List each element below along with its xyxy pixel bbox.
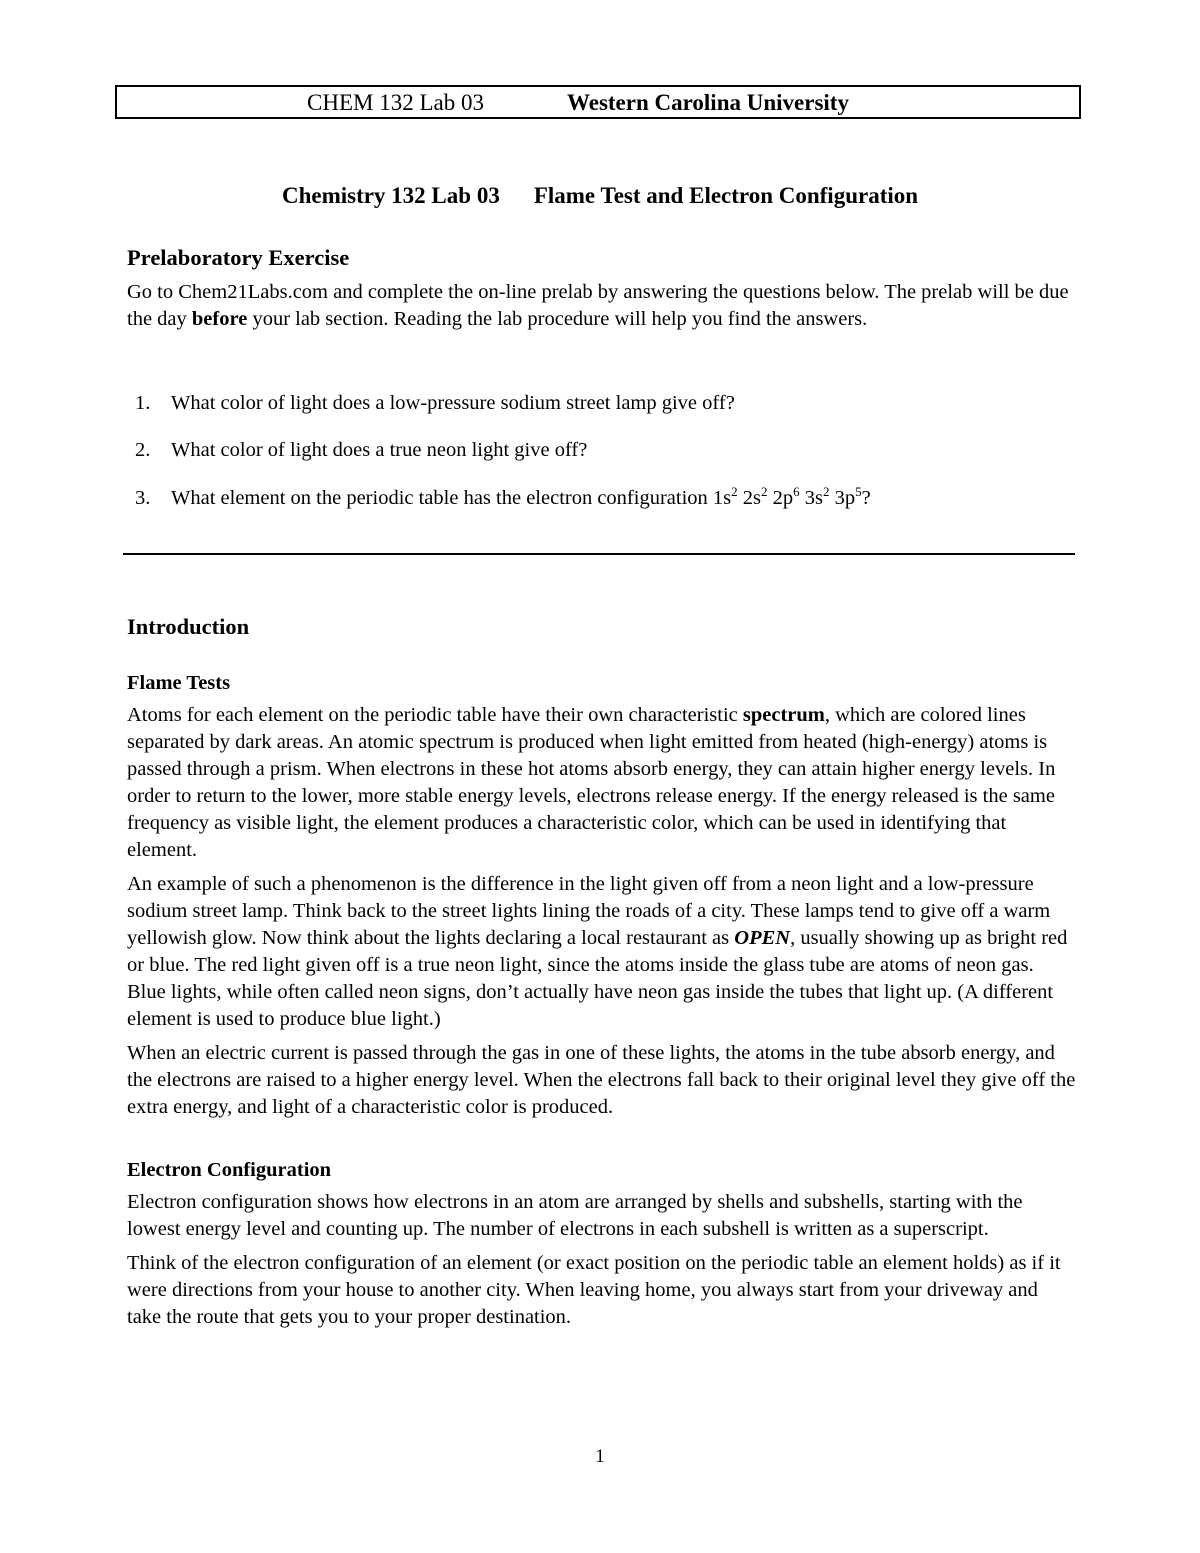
question-1: 1. What color of light does a low-pressure sodium street lamp give off?: [135, 392, 735, 414]
introduction-heading: Introduction: [127, 614, 250, 639]
flame-tests-heading: Flame Tests: [127, 672, 231, 694]
introduction-section: [127, 613, 1077, 1331]
header-university: Western Carolina University: [567, 90, 849, 115]
flame-paragraph-3: When an electric current is passed through the gas in one of these lights, the atoms in the tube absorb energy, and the electrons are raised to a higher energy level. When the electrons fall back to their original level they give off the extra energy, and light of a characteristic color is produced.: [127, 1042, 1076, 1118]
header-box: [115, 85, 1081, 119]
page-number: 1: [595, 1446, 605, 1467]
question-2: 2. What color of light does a true neon light give off?: [135, 439, 588, 461]
section-divider: [123, 553, 1075, 555]
document-title: [0, 183, 1200, 209]
electron-paragraph-1: Electron configuration shows how electrons in an atom are arranged by shells and subshells, starting with the lowest energy level and counting up. The number of electrons in each subshell is written as a superscript.: [127, 1191, 1023, 1240]
electron-paragraph-2: Think of the electron configuration of an element (or exact position on the periodic table an element holds) as if it were directions from your house to another city. When leaving home, you always start from your driveway and take the route that gets you to your proper destination.: [127, 1252, 1061, 1328]
prelab-heading: Prelaboratory Exercise: [127, 245, 350, 270]
question-3: 3. What element on the periodic table has the electron configuration $1s^2$ $2s^2$ $2p^6$ $3s^2$ $3p^5$?: [135, 484, 871, 509]
title-topic: Flame Test and Electron Configuration: [533, 183, 919, 208]
electron-configuration: $1s^2$ $2s^2$ $2p^6$ $3s^2$ $3p^5$?: [712, 484, 871, 509]
flame-paragraph-1: Atoms for each element on the periodic table have their own characteristic spectrum, which are colored lines separated by dark areas. An atomic spectrum is produced when light emitted from heated (high-energy) atoms is passed through a prism. When electrons in these hot atoms absorb energy, they can attain higher energy levels. In order to return to the lower, more stable energy levels, electrons release energy. If the energy released is the same frequency as visible light, the element produces a characteristic color, which can be used in identifying that element.: [127, 704, 1056, 861]
header-course: CHEM 132 Lab 03: [307, 90, 484, 115]
title-course: Chemistry 132 Lab 03: [281, 183, 500, 208]
prelab-intro: Go to Chem21Labs.com and complete the on-line prelab by answering the questions below. The prelab will be due the day before your lab section. Reading the lab procedure will help you find the answers.: [127, 281, 1069, 330]
prelab-section: [127, 244, 1077, 333]
flame-paragraph-2: An example of such a phenomenon is the difference in the light given off from a neon light and a low-pressure sodium street lamp. Think back to the street lights lining the roads of a city. These lamps tend to give off a warm yellowish glow. Now think about the lights declaring a local restaurant as OPEN, usually showing up as bright red or blue. The red light given off is a true neon light, since the atoms inside the glass tube are atoms of neon gas. Blue lights, while often called neon signs, don’t actually have neon gas inside the tubes that light up. (A different element is used to produce blue light.): [127, 873, 1068, 1030]
electron-configuration-heading: Electron Configuration: [127, 1159, 332, 1181]
